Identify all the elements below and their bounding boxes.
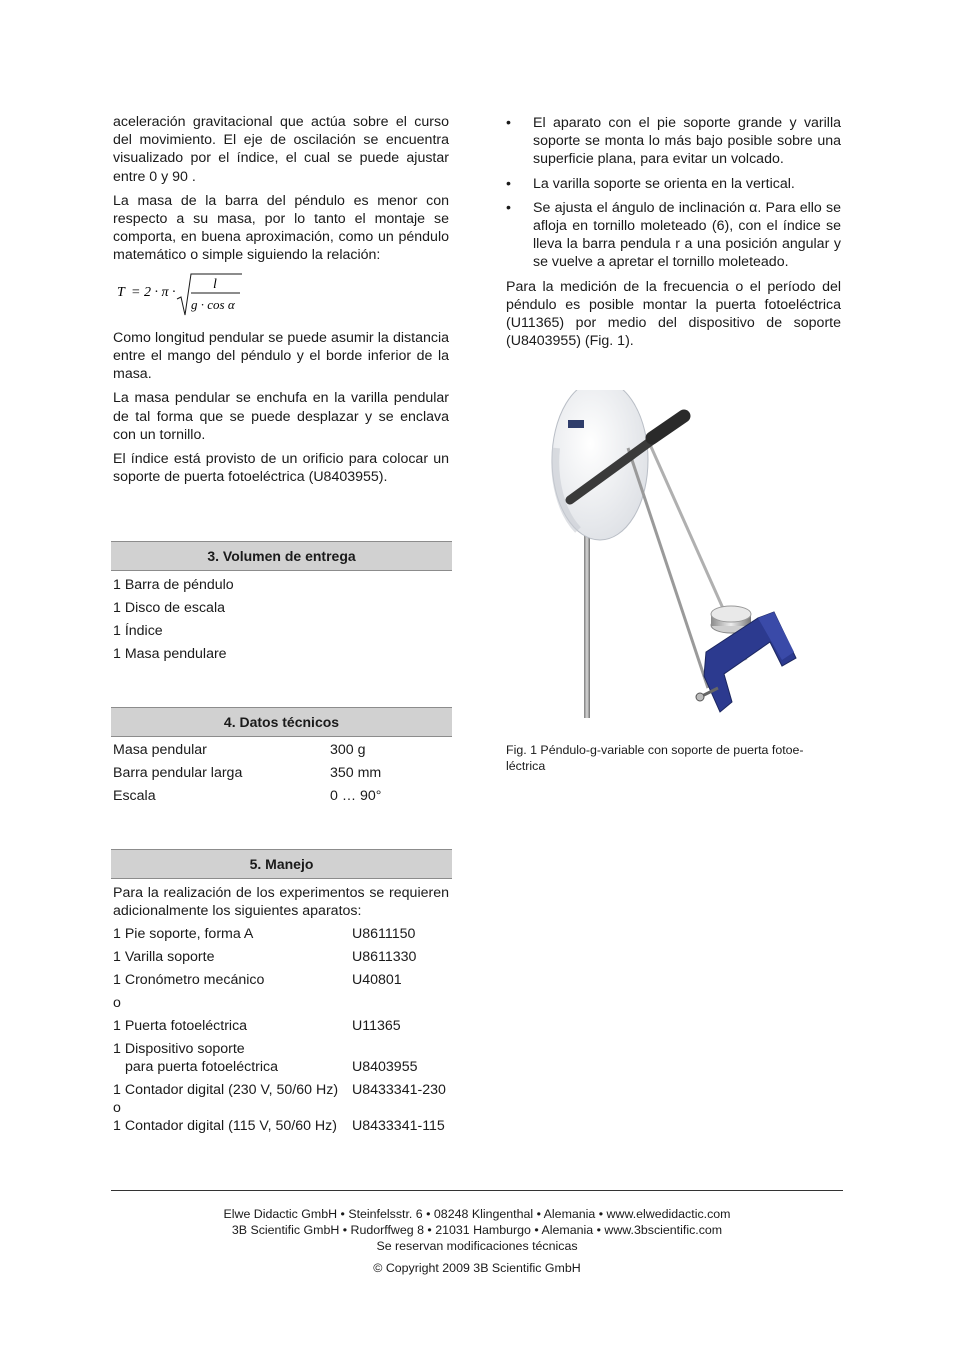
row-label: 1 Cronómetro mecánico bbox=[113, 972, 265, 988]
table-row bbox=[113, 994, 453, 1017]
row-label: 1 Varilla soporte bbox=[113, 949, 215, 965]
row-value: U8433341-230 bbox=[352, 1082, 446, 1098]
row-value: U8433341-115 bbox=[352, 1118, 445, 1134]
formula-numerator: l bbox=[213, 276, 217, 292]
paragraph: Para la medición de la frecuencia o el período del péndulo es posible montar la puerta fotoeléctrica (U11365) por medio del dispositivo de soporte (U8403955) (Fig. 1). bbox=[506, 278, 841, 350]
right-column bbox=[506, 114, 841, 356]
table-row bbox=[113, 925, 453, 948]
footer-divider bbox=[111, 1190, 843, 1191]
table-row bbox=[113, 787, 453, 810]
list-item: 1 Masa pendulare bbox=[113, 646, 227, 662]
list-item: • El aparato con el pie soporte grande y varilla soporte se monta lo más bajo posible sobre una superficie plana, para evitar un volcado. bbox=[506, 114, 841, 169]
table-row bbox=[113, 741, 453, 764]
row-label-line: para puerta fotoeléctrica bbox=[125, 1059, 279, 1076]
row-value: U8403955 bbox=[352, 1059, 418, 1075]
row-label-line: 1 Dispositivo soporte bbox=[113, 1041, 245, 1057]
section-heading-handling: 5. Manejo bbox=[111, 849, 452, 879]
row-value: U8611150 bbox=[352, 926, 416, 942]
copyright: © Copyright 2009 3B Scientific GmbH bbox=[373, 1261, 581, 1275]
row-label: 1 Contador digital (115 V, 50/60 Hz) bbox=[113, 1118, 337, 1134]
paragraph: El índice está provisto de un orificio para colocar un soporte de puerta fotoeléctrica (U8403955). bbox=[113, 451, 449, 486]
left-column bbox=[113, 113, 449, 492]
list-item: • Se ajusta el ángulo de inclinación α. Para ello se afloja en tornillo moleteado (6), con el índice se lleva la barra pendula r a una posición angular y se vuelve a apretar el tornillo moleteado. bbox=[506, 199, 841, 272]
row-value: U11365 bbox=[352, 1018, 401, 1034]
figure-caption: Fig. 1 Péndulo-g-variable con soporte de puerta fotoe-léctrica bbox=[506, 743, 804, 773]
table-row bbox=[113, 1081, 453, 1099]
row-label: o bbox=[113, 995, 121, 1011]
pendulum-figure bbox=[548, 390, 800, 720]
formula-eq: = 2 · π · bbox=[131, 284, 176, 300]
table-row bbox=[113, 1017, 453, 1040]
row-value: 300 g bbox=[330, 742, 366, 758]
list-item: 1 Disco de escala bbox=[113, 600, 225, 616]
section-heading-delivery: 3. Volumen de entrega bbox=[111, 541, 452, 571]
row-label bbox=[113, 1040, 278, 1076]
table-row bbox=[113, 948, 453, 971]
list-item: 1 Barra de péndulo bbox=[113, 577, 234, 593]
table-row bbox=[113, 764, 453, 787]
formula-lhs: T bbox=[117, 284, 125, 300]
row-label: Barra pendular larga bbox=[113, 765, 243, 781]
row-value: U8611330 bbox=[352, 949, 417, 965]
handling-intro: Para la realización de los experimentos se requieren adicionalmente los siguientes aparatos: bbox=[113, 885, 449, 920]
list-item: • La varilla soporte se orienta en la vertical. bbox=[506, 175, 841, 193]
paragraph: Como longitud pendular se puede asumir la distancia entre el mango del péndulo y el borde inferior de la masa. bbox=[113, 329, 449, 383]
tech-table bbox=[113, 741, 453, 810]
instructions-list bbox=[506, 114, 841, 272]
footer-line: 3B Scientific GmbH • Rudorffweg 8 • 21031 Hamburgo • Alemania • www.3bscientific.com bbox=[231, 1223, 723, 1237]
row-label: 1 Pie soporte, forma A bbox=[113, 926, 254, 942]
footer bbox=[111, 1206, 843, 1276]
paragraph: La masa de la barra del péndulo es menor con respecto a su masa, por lo tanto el montaje se comporta, en buena aproximación, como un péndulo matemático o simple siguiendo la relación: bbox=[113, 192, 449, 264]
paragraph: aceleración gravitacional que actúa sobre el curso del movimiento. El eje de oscilación se encuentra visualizado por el índice, el cual se puede ajustar entre 0 y 90 . bbox=[113, 114, 449, 185]
row-value: U40801 bbox=[352, 972, 402, 988]
row-value: 350 mm bbox=[330, 765, 382, 781]
delivery-list bbox=[113, 576, 449, 668]
row-label: 1 Puerta fotoeléctrica bbox=[113, 1018, 248, 1034]
row-value: 0 … 90° bbox=[330, 788, 382, 804]
row-label: Escala bbox=[113, 788, 156, 804]
formula-denominator: g · cos α bbox=[191, 296, 235, 312]
handling-table bbox=[113, 925, 453, 1140]
footer-line: Elwe Didactic GmbH • Steinfelsstr. 6 • 08248 Klingenthal • Alemania • www.elwedidactic.com bbox=[223, 1207, 731, 1221]
row-label: Masa pendular bbox=[113, 742, 207, 758]
table-row bbox=[113, 1099, 453, 1117]
pendulum-formula bbox=[115, 271, 449, 325]
section-heading-tech: 4. Datos técnicos bbox=[111, 707, 452, 737]
row-label: 1 Contador digital (230 V, 50/60 Hz) bbox=[113, 1082, 339, 1098]
table-row bbox=[113, 1040, 453, 1081]
row-label: o bbox=[113, 1100, 121, 1116]
table-row bbox=[113, 971, 453, 994]
paragraph: La masa pendular se enchufa en la varilla pendular de tal forma que se puede desplazar y se enclava con un tornillo. bbox=[113, 390, 449, 443]
list-item: 1 Índice bbox=[113, 623, 163, 639]
footer-line: Se reservan modificaciones técnicas bbox=[376, 1239, 578, 1253]
table-row bbox=[113, 1117, 453, 1140]
